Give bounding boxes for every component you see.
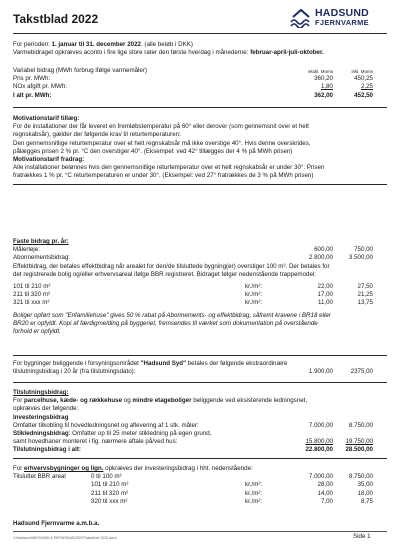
discount-note-line: forhold er opfyldt. xyxy=(13,327,61,335)
company-logo xyxy=(290,4,394,32)
motivation-heading-deduction: Motivationstarif fradrag: xyxy=(13,155,85,163)
fixed-row-subscription: Abonnementsbidrag: 2.800,00 3.500,00 xyxy=(13,254,373,262)
intro-payment-line: Varmebidraget opkræves aconto i fire lige store rater den første hverdag i månederne: februar-april-juli-oktober. xyxy=(13,49,324,57)
variable-row-total: I alt pr. MWh: 362,00 452,50 xyxy=(13,91,373,99)
footer-page-number: Side 1 xyxy=(353,533,371,540)
service-line-row: samt hovedhaner monteret i fig. nærmere aftale på/ved hus: 15.800,00 19.750,00 xyxy=(13,438,373,446)
divider-4 xyxy=(13,382,387,383)
col-excl-header: ekskl. Moms xyxy=(307,69,333,74)
motivation-text-line: regnskabsår), gælder der følgende krav til returtemperaturen: xyxy=(13,131,181,139)
service-line-text: Stikledningsbidrag: Omfatter op til 25 meter stikledning på egen grund, xyxy=(13,429,212,437)
motivation-text-line: pålægges prisen 2 % pr. °C den overstiger 40°. (Eksempel: ved 42° tillægges der 4 % på MWh prisen) xyxy=(13,147,293,155)
intro-period-line: For perioden: 1. januar til 31. december 2022. (alle beløb i DKK) xyxy=(13,41,193,48)
effect-text-line: det registrerede bolig og/eller erhvervsareal ifølge BBR registreret. Bidraget følger nedenstående trappemodel: xyxy=(13,270,317,278)
connection-intro-line: For parcelhuse, kæde- og rækkehuse og mindre etageboliger beliggende ved eksisterende ledningsnet, xyxy=(13,397,308,405)
motivation-section xyxy=(13,115,387,181)
fixed-section xyxy=(13,238,387,336)
header-rule xyxy=(13,33,387,34)
divider-1 xyxy=(13,107,387,108)
investment-heading: Investeringsbidrag xyxy=(13,413,69,421)
motivation-heading-surcharge: Motivationstarif tillæg: xyxy=(13,115,80,122)
variable-label: Variabel bidrag (MWh forbrug ifølge varmemåler) xyxy=(13,67,147,74)
business-row: Tilsluttet BBR areal 0 til 100 m² 7.000,00 8.750,00 xyxy=(13,473,373,481)
hadsund-syd-line: For bygninger beliggende i forsyningsområdet "Hadsund Syd" betales der følgende ekstraordinære xyxy=(13,360,288,367)
connection-heading: Tilslutningsbidrag: xyxy=(13,389,69,396)
col-incl-header: inkl. Moms xyxy=(351,69,373,74)
connection-section xyxy=(13,389,387,455)
logo-mark-icon xyxy=(290,8,312,28)
intro-section xyxy=(13,41,387,57)
effect-text-line: Effektbidrag, der betales effektbidrag når arealet for den/de tilsluttede bygning(er) overstiger 100 m². Der betales for xyxy=(13,262,330,270)
effect-step-row: 211 til 320 m² kr./m²: 17,00 21,25 xyxy=(13,291,373,299)
business-row: 320 til xxx m² kr./m²: 7,00 8,75 xyxy=(91,497,373,505)
discount-note-line: Boliger opført som "Enfamiliehuse" gives 50 % rabat på Abonnements- og effektbidrag, såfremt kravene i BR18 eller xyxy=(13,311,331,319)
logo-wordmark: HADSUND FJERNVARME xyxy=(315,7,369,27)
fixed-heading: Faste bidrag pr. år: xyxy=(13,238,69,245)
variable-section xyxy=(13,67,387,100)
effect-step-row: 101 til 210 m² kr./m²: 22,00 27,50 xyxy=(13,282,373,290)
divider-2 xyxy=(13,184,387,185)
effect-step-row: 321 til xxx m² kr./m²: 11,00 13,75 xyxy=(13,299,373,307)
motivation-text-line: Den gennemsnitlige returtemperatur over et helt regnskabsår må ikke overstige 40°. Hvis denne overskrides, xyxy=(13,139,311,147)
connection-intro-line2: opkræves der følgende: xyxy=(13,405,79,413)
page-title: Takstblad 2022 xyxy=(13,12,99,26)
business-row: 211 til 320 m² kr./m²: 14,00 18,00 xyxy=(91,489,373,497)
motivation-text-line: fratrækkes 1 % pr. °C returtemperaturen er under 30°. (Eksempel: ved 27° fratrækkes de 3 % på MWh prisen) xyxy=(13,172,314,180)
hadsund-syd-amount-row: tilslutningsbidrag i 20 år (fra tilslutningsdato): 1.900,00 2375,00 xyxy=(13,368,373,376)
motivation-text-line: Alle installationer belønnes hvis den gennemsnitlige returtemperatur over et helt regnskabsår er under 30°. Prisen xyxy=(13,164,325,172)
divider-5 xyxy=(13,458,387,459)
discount-note-line: BR20 er opfyldt. Kopi af færdigmelding på byggeriet, fremsendes til værket som dokumentation på overstående xyxy=(13,319,318,327)
footer-file-path: J:\Hadsund\ØKONOMI & REGNSKAB\2022\Takstblad 2022.docx xyxy=(13,536,117,540)
footer-organization: Hadsund Fjernvarme a.m.b.a. xyxy=(13,520,100,527)
variable-row-nox: NOx afgift pr. MWh: 1,80 2,25 xyxy=(13,83,373,91)
business-section xyxy=(13,465,387,506)
hadsund-syd-section xyxy=(13,360,387,376)
divider-3 xyxy=(13,355,387,356)
investment-row: Omfatter tilkobling til hovedledningsnet og aflevering af 1 stk. måler: 7.000,00 8.750,00 xyxy=(13,421,373,429)
business-intro-line: For erhvervsbygninger og lign. opkræves der investeringsbidrag i hht. nedenstående: xyxy=(13,465,253,472)
footer-rule xyxy=(13,531,387,532)
connection-total-row: Tilslutningsbidrag i alt: 22.800,00 28.500,00 xyxy=(13,446,373,454)
business-row: 101 til 210 m² kr./m²: 28,00 35,00 xyxy=(91,481,373,489)
variable-row-price: Pris pr. MWh: 360,20 450,25 xyxy=(13,75,373,83)
fixed-row-meter: Målerleje: 600,00 750,00 xyxy=(13,246,373,254)
motivation-text-line: For de installationer der får leveret en fremløbstemperatur på 60° eller derover (som gennemsnit over et helt xyxy=(13,123,309,131)
